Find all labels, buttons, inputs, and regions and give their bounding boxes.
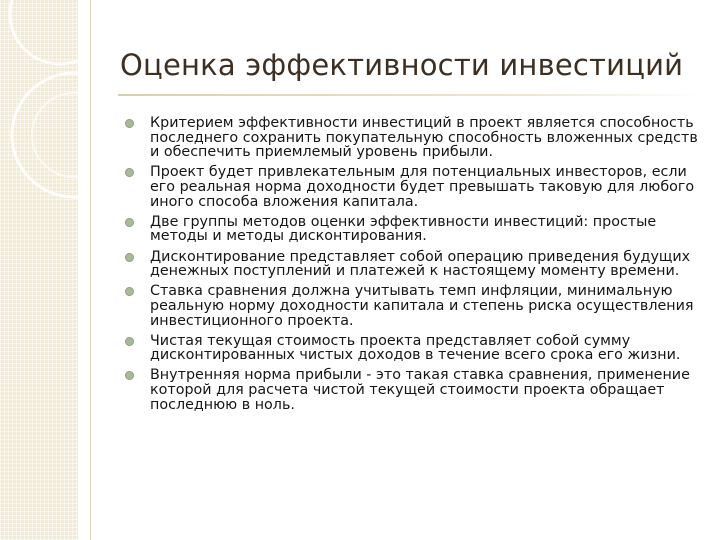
decorative-side-strip [0,0,78,540]
bullet-icon [125,371,134,380]
bullet-item [122,334,700,363]
bullet-text: Две группы методов оценки эффективности инвестиций: простые методы и методы дисконтирования. [150,213,657,245]
vertical-divider [90,0,91,540]
title-underline [118,94,703,96]
bullet-icon [125,218,134,227]
bullet-text: Внутренняя норма прибыли - это такая ставка сравнения, применение которой для расчета чистой текущей стоимости проекта обращает последнюю в ноль. [150,367,690,413]
bullet-item [122,284,700,328]
bullet-text: Дисконтирование представляет собой операцию приведения будущих денежных поступлений и платежей к настоящему моменту времени. [150,248,691,280]
bullet-icon [125,119,134,128]
bullet-icon [125,168,134,177]
decorative-circles [0,0,78,540]
bullet-icon [125,287,134,296]
bullet-list [122,116,700,418]
bullet-item [122,215,700,244]
bullet-item [122,250,700,279]
bullet-text: Критерием эффективности инвестиций в проект является способность последнего сохранить покупательную способность вложенных средств и обеспечить приемлемый уровень прибыли. [150,115,698,161]
slide-title: Оценка эффективности инвестиций [120,48,684,82]
bullet-text: Проект будет привлекательным для потенциальных инвесторов, если его реальная норма доходности будет превышать таковую для любого иного способа вложения капитала. [150,164,695,210]
bullet-text: Ставка сравнения должна учитывать темп инфляции, минимальную реальную норму доходности капитала и степень риска осуществления инвестиционного проекта. [150,283,694,329]
bullet-item [122,165,700,209]
bullet-item [122,116,700,160]
bullet-text: Чистая текущая стоимость проекта представляет собой сумму дисконтированных чистых доходов в течение всего срока его жизни. [150,332,681,364]
bullet-icon [125,253,134,262]
bullet-icon [125,337,134,346]
bullet-item [122,368,700,412]
